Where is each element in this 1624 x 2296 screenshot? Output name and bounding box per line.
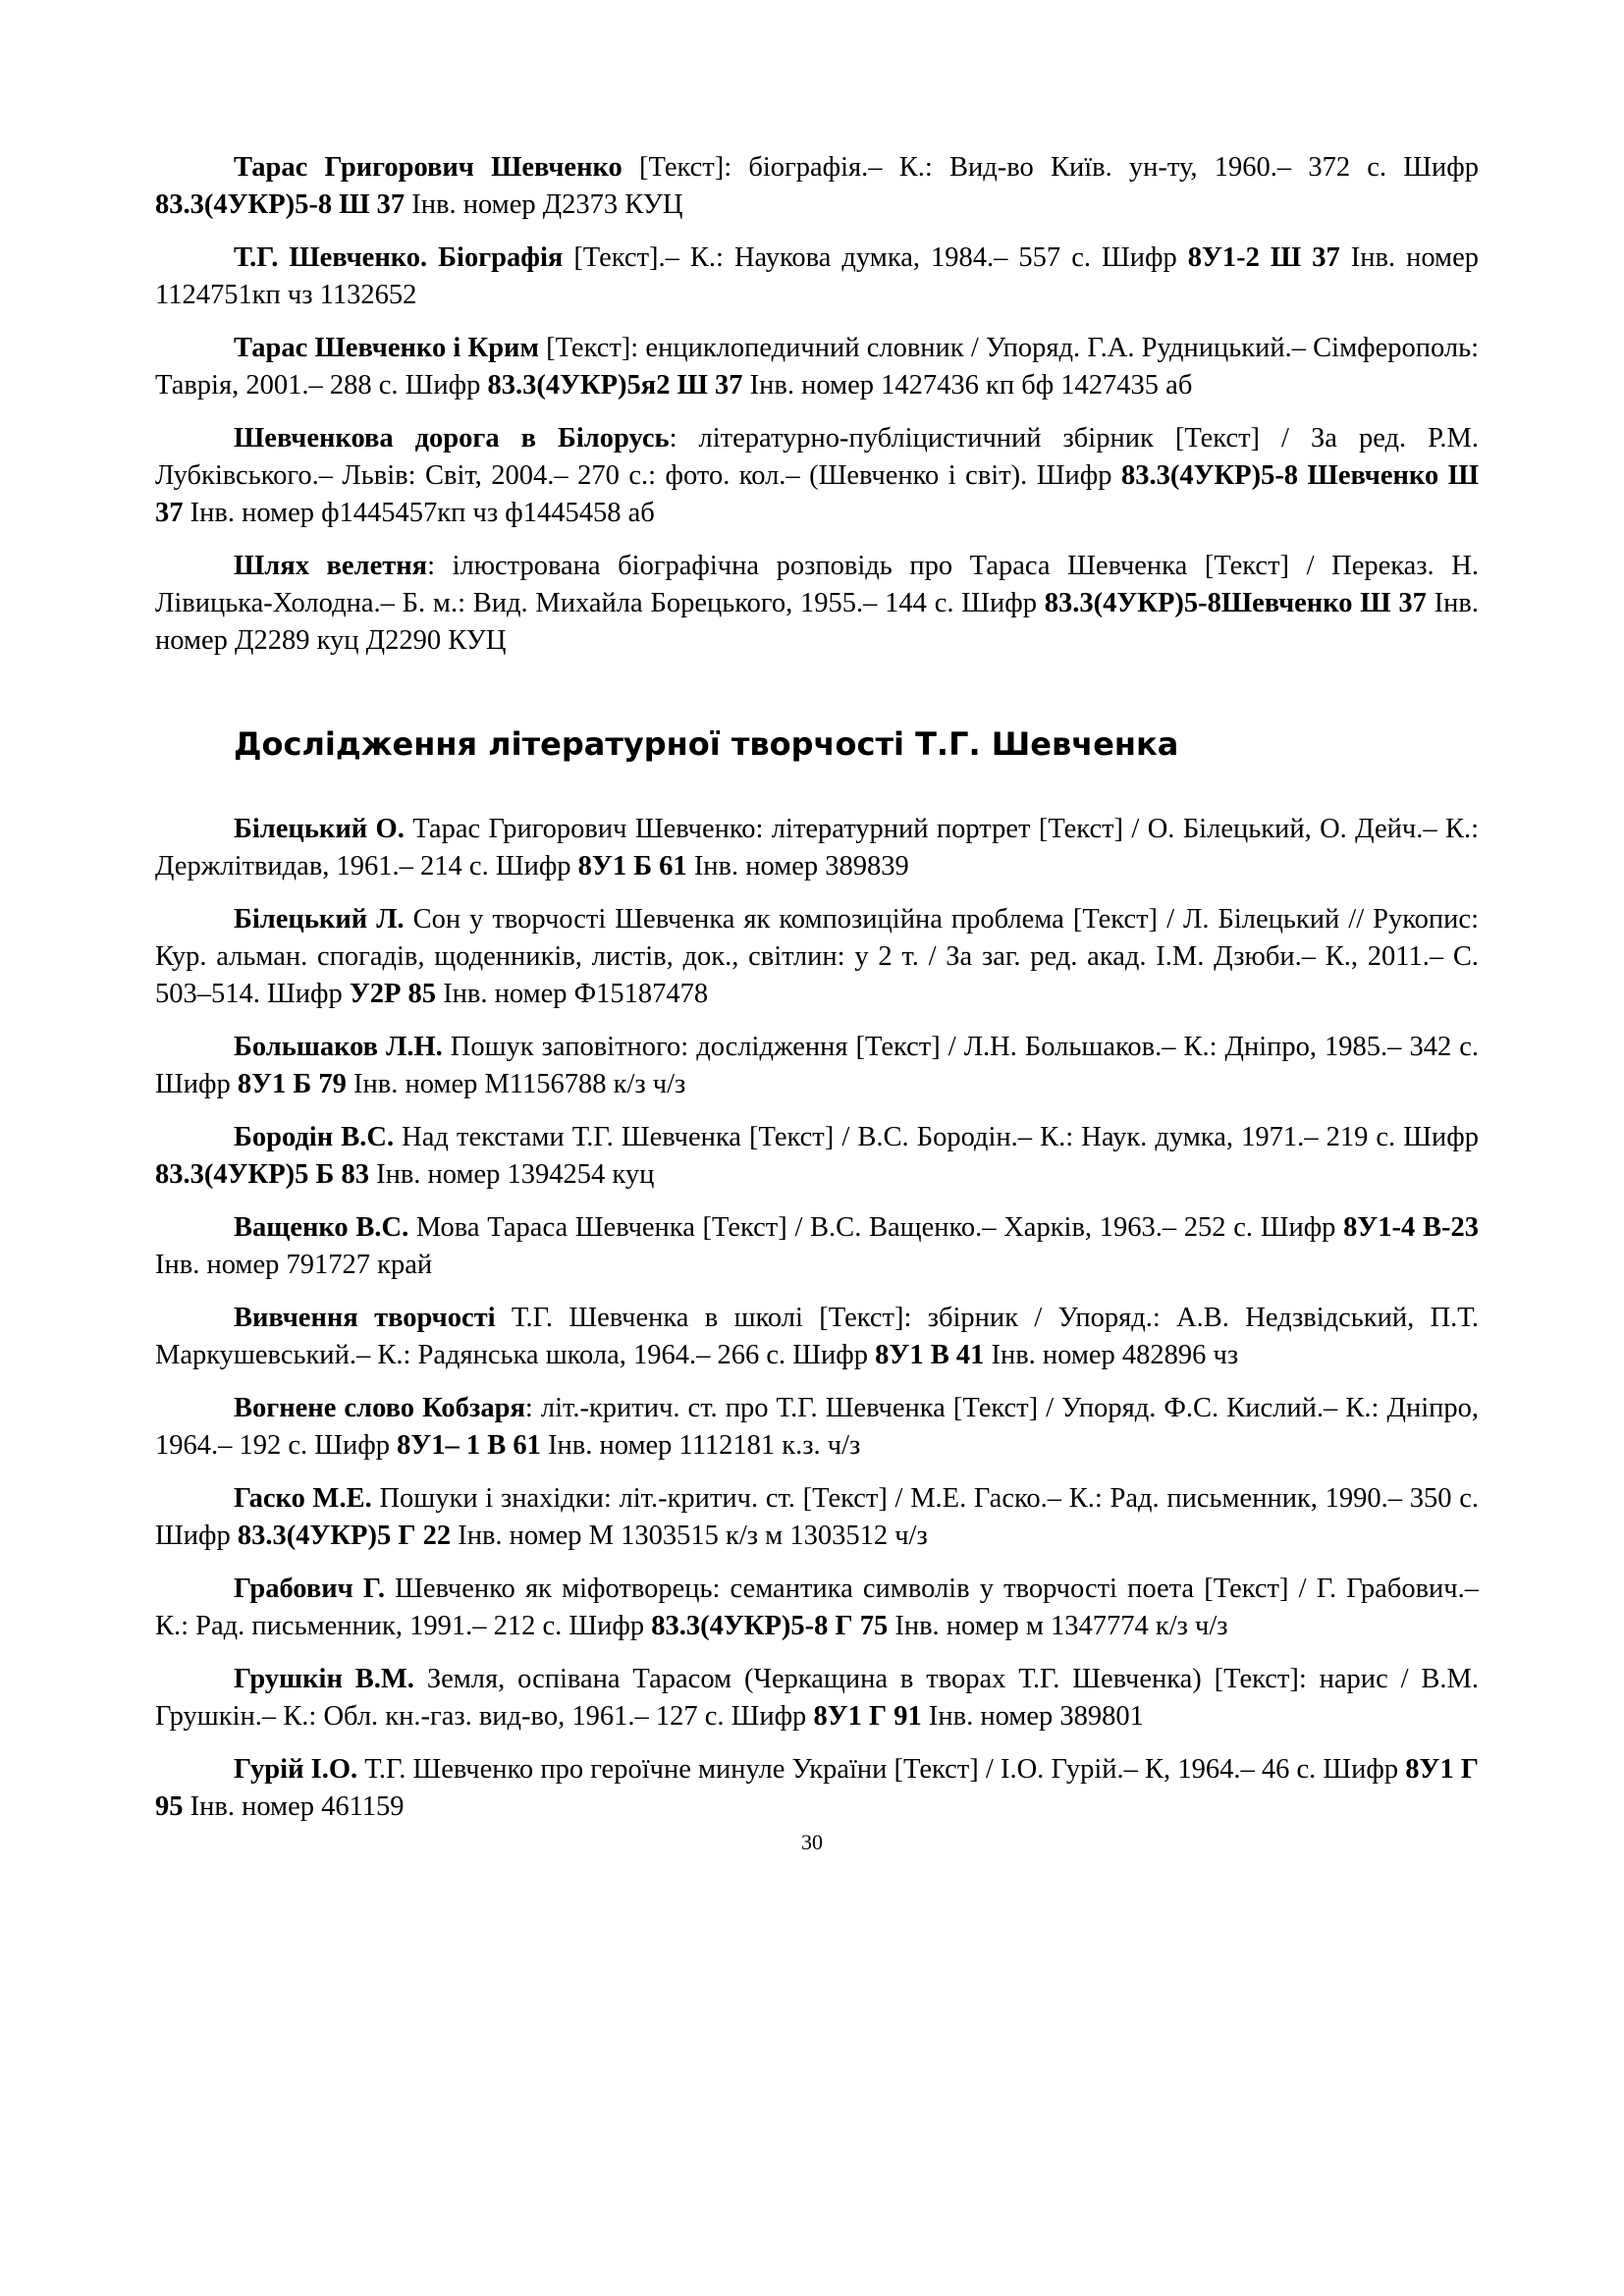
entry-shelfmark: 8У1– 1 В 61 [397,1430,541,1461]
entry-text: [Текст]: біографія.– К.: Вид-во Київ. ун-ту, 1960.– 372 с. Шифр [622,152,1480,183]
entry-shelfmark: 83.3(4УКР)5 Г 22 [237,1521,452,1551]
entry-text: Інв. номер ф1445457кп чз ф1445458 аб [183,498,655,528]
entry-text: Над текстами Т.Г. Шевченка [Текст] / В.С. Бородін.– К.: Наук. думка, 1971.– 219 с. Шифр [394,1122,1479,1152]
entry-title: Вивчення творчості [234,1303,496,1333]
bibliography-entry [155,901,1479,1013]
entry-text: Сон у творчості Шевченка як композиційна проблема [Текст] / Л. Білецький // Рукопис: Кур. альман. спогадів, щоденників, листів, док., світлин: у 2 т. / За заг. ред. акад. І.М. Дзюби.– К., 2011.– С. 503–514. Шифр [155,904,1480,1009]
entry-text: [Текст].– К.: Наукова думка, 1984.– 557 с. Шифр [563,242,1188,273]
entry-shelfmark: 8У1 В 41 [875,1340,985,1370]
entry-shelfmark: У2Р 85 [349,979,437,1009]
bibliography-entry [155,1480,1479,1555]
bibliography-entry [155,1029,1479,1103]
bibliography-entry [155,420,1479,532]
bibliography-entry [155,811,1479,885]
entry-text: Інв. номер 482896 чз [984,1340,1239,1370]
entry-title: Т.Г. Шевченко. Біографія [234,242,564,273]
entry-text: Інв. номер М1156788 к/з ч/з [346,1069,686,1099]
entry-text: Земля, оспівана Тарасом (Черкащина в творах Т.Г. Шевченка) [Текст]: нарис / В.М. Грушкін.– К.: Обл. кн.-газ. вид-во, 1961.– 127 с. Шифр [155,1664,1480,1732]
entry-text: Інв. номер 1394254 куц [368,1159,655,1190]
entry-shelfmark: 83.3(4УКР)5 Б 83 [155,1159,369,1190]
entry-text: Інв. номер Ф15187478 [436,979,709,1009]
entry-shelfmark: 8У1-4 В-23 [1343,1212,1479,1243]
bibliography-entry [155,1751,1479,1826]
entry-shelfmark: 83.3(4УКР)5-8 Ш 37 [155,189,406,220]
bibliography-entry [155,1209,1479,1284]
entry-text: : літ.-критич. ст. про Т.Г. Шевченка [Текст] / Упоряд. Ф.С. Кислий.– К.: Дніпро, 1964.– 192 с. Шифр [155,1393,1479,1461]
entry-shelfmark: 8У1 Г 95 [155,1754,1479,1822]
entry-text: Тарас Григорович Шевченко: літературний портрет [Текст] / О. Білецький, О. Дейч.– К.: Держлітвидав, 1961.– 214 с. Шифр [155,814,1480,881]
entry-shelfmark: 8У1 Б 61 [577,851,687,881]
entry-title: Шевченкова дорога в Білорусь [234,423,670,454]
entry-text: Інв. номер 1427436 кп бф 1427435 аб [742,370,1193,400]
entry-text: Шевченко як міфотворець: семантика символів у творчості поета [Текст] / Г. Грабович.– К.: Рад. письменник, 1991.– 212 с. Шифр [155,1574,1480,1641]
entry-title: Білецький Л. [234,904,405,934]
entry-text: Т.Г. Шевченка в школі [Текст]: збірник / Упоряд.: А.В. Недзвідський, П.Т. Маркушевський.– К.: Радянська школа, 1964.– 266 с. Шифр [155,1303,1479,1370]
entry-shelfmark: 83.3(4УКР)5-8 Г 75 [651,1611,889,1641]
entry-title: Вогнене слово Кобзаря [234,1393,525,1423]
bibliography-entry [155,149,1479,224]
entry-text: Пошуки і знахідки: літ.-критич. ст. [Текст] / М.Е. Гаско.– К.: Рад. письменник, 1990.– 350 с. Шифр [155,1483,1480,1551]
entry-title: Грушкін В.М. [234,1664,414,1694]
entry-title: Грабович Г. [234,1574,385,1604]
section-heading: Дослідження літературної творчості Т.Г. Шевченка [234,725,1179,763]
entry-title: Тарас Григорович Шевченко [234,152,623,183]
entry-text: Інв. номер 389801 [921,1701,1144,1732]
entry-shelfmark: 8У1 Б 79 [237,1069,347,1099]
entry-text: Інв. номер 461159 [183,1791,405,1822]
entry-title: Большаков Л.Н. [234,1032,443,1062]
entry-text: Інв. номер 389839 [686,851,909,881]
bibliography-list-literary-research [155,811,1479,1826]
entry-shelfmark: 83.3(4УКР)5-8Шевченко Ш 37 [1044,588,1427,618]
entry-text: Інв. номер 791727 край [155,1250,433,1280]
entry-title: Білецький О. [234,814,405,844]
bibliography-entry [155,1390,1479,1465]
entry-shelfmark: 83.3(4УКР)5я2 Ш 37 [487,370,743,400]
entry-text: : літературно-публіцистичний збірник [Текст] / За ред. Р.М. Лубківського.– Львів: Світ, 2004.– 270 с.: фото. кол.– (Шевченко і світ). Шифр [155,423,1479,491]
section-heading-container [155,724,1479,764]
entry-text: Інв. номер 1112181 к.з. ч/з [540,1430,861,1461]
bibliography-entry [155,1300,1479,1374]
entry-shelfmark: 8У1 Г 91 [813,1701,922,1732]
entry-text: Інв. номер М 1303515 к/з м 1303512 ч/з [451,1521,928,1551]
bibliography-entry [155,1661,1479,1735]
entry-title: Гурій І.О. [234,1754,358,1785]
bibliography-entry [155,548,1479,660]
bibliography-entry [155,330,1479,404]
bibliography-entry [155,240,1479,314]
bibliography-entry [155,1571,1479,1645]
bibliography-entry [155,1119,1479,1194]
entry-text: Інв. номер Д2373 КУЦ [405,189,683,220]
bibliography-list-shevchenko-biography [155,149,1479,660]
entry-text: : ілюстрована біографічна розповідь про Тараса Шевченка [Текст] / Переказ. Н. Лівицька-Холодна.– Б. м.: Вид. Михайла Борецького, 1955.– 144 с. Шифр [155,551,1479,618]
entry-text: Т.Г. Шевченко про героїчне минуле України [Текст] / І.О. Гурій.– К, 1964.– 46 с. Шифр [357,1754,1406,1785]
entry-title: Гаско М.Е. [234,1483,372,1514]
entry-title: Ващенко В.С. [234,1212,409,1243]
entry-text: Пошук заповітного: дослідження [Текст] / Л.Н. Большаков.– К.: Дніпро, 1985.– 342 с. Шифр [155,1032,1480,1099]
page-number: 30 [801,1830,823,1854]
entry-text: [Текст]: енциклопедичний словник / Упоряд. Г.А. Рудницький.– Сімферополь: Таврія, 2001.– 288 с. Шифр [155,333,1479,400]
entry-text: Інв. номер 1124751кп чз 1132652 [155,242,1479,310]
document-page [155,149,1479,1842]
entry-shelfmark: 83.3(4УКР)5-8 Шевченко Ш 37 [155,460,1480,528]
entry-text: Інв. номер м 1347774 к/з ч/з [888,1611,1228,1641]
entry-title: Бородін В.С. [234,1122,395,1152]
entry-text: Інв. номер Д2289 куц Д2290 КУЦ [155,588,1479,656]
entry-shelfmark: 8У1-2 Ш 37 [1187,242,1340,273]
entry-text: Мова Тараса Шевченка [Текст] / В.С. Ващенко.– Харків, 1963.– 252 с. Шифр [408,1212,1344,1243]
entry-title: Шлях велетня [234,551,428,581]
entry-title: Тарас Шевченко і Крим [234,333,539,363]
